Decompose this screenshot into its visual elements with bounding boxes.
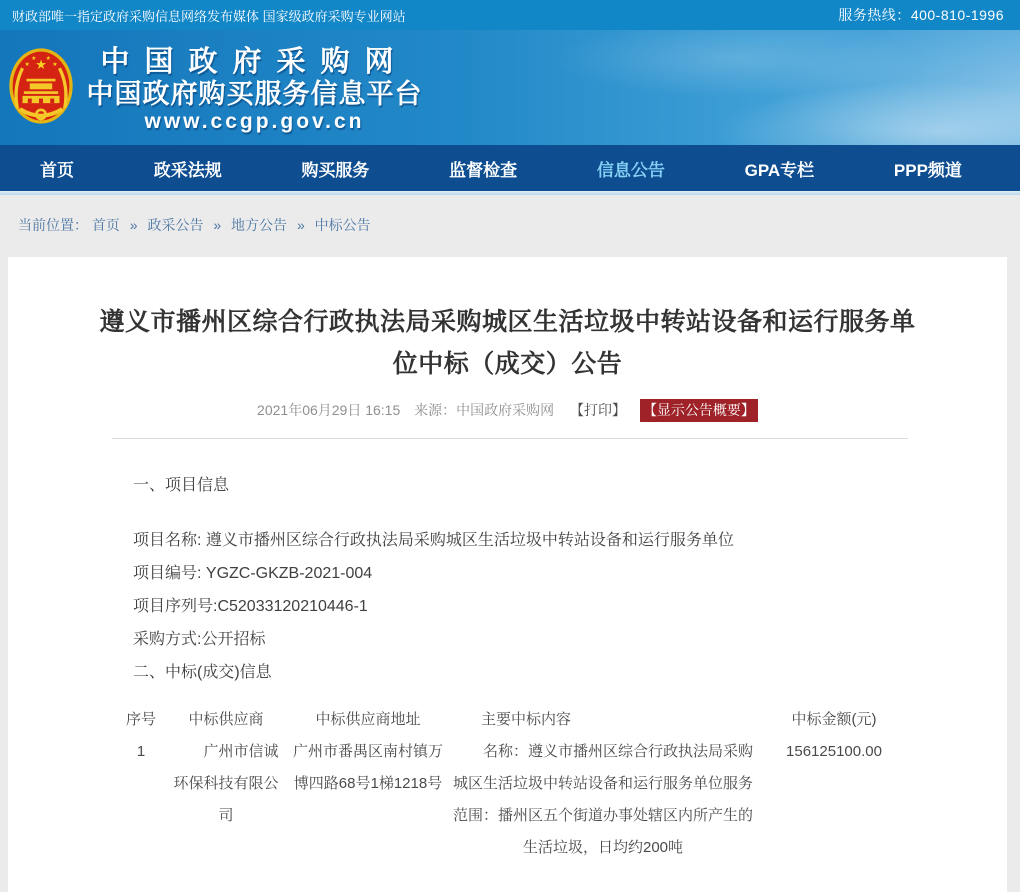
- show-summary-button[interactable]: 【显示公告概要】: [640, 399, 758, 422]
- article-source: [414, 402, 554, 418]
- breadcrumb-separator: »: [129, 217, 138, 233]
- source-name: 中国政府采购网: [456, 402, 555, 418]
- nav-item-supervision[interactable]: 监督检查: [449, 160, 518, 180]
- col-header-address: 中标供应商地址: [315, 711, 421, 728]
- field-project-name: 项目名称: 遵义市播州区综合行政执法局采购城区生活垃圾中转站设备和运行服务单位: [133, 532, 734, 549]
- table-header-row: [105, 704, 909, 736]
- nav-item-home[interactable]: 首页: [40, 160, 74, 180]
- nav-item-gpa[interactable]: GPA专栏: [744, 160, 815, 180]
- topbar: [0, 0, 1020, 30]
- site-url[interactable]: www.ccgp.gov.cn: [144, 110, 365, 133]
- svg-text:★: ★: [24, 62, 30, 69]
- col-header-supplier: 中标供应商: [188, 711, 264, 728]
- field-project-number: 项目编号: YGZC-GKZB-2021-004: [133, 565, 373, 582]
- nav-item-regulations[interactable]: 政采法规: [153, 160, 222, 180]
- site-header: [0, 30, 1020, 145]
- article-body: [133, 475, 1007, 684]
- brand-text: [82, 46, 427, 134]
- table-row: [105, 736, 909, 864]
- article-meta: [8, 399, 1007, 422]
- breadcrumb-label: 当前位置：: [18, 217, 88, 233]
- breadcrumb-separator: »: [296, 217, 305, 233]
- breadcrumb-link-procurement-announcements[interactable]: 政采公告: [147, 217, 204, 233]
- section-heading-award-info: 二、中标(成交)信息: [133, 664, 272, 681]
- print-button[interactable]: 【打印】: [570, 402, 627, 418]
- svg-text:★: ★: [35, 56, 47, 72]
- national-emblem-icon: [8, 46, 74, 126]
- service-hotline: [838, 5, 1004, 25]
- main-nav: [0, 145, 1020, 191]
- cell-award-content: 名称：遵义市播州区综合行政执法局采购城区生活垃圾中转站设备和运行服务单位服务范围：播州区五个街道办事处辖区内所产生的生活垃圾，日均约200吨: [452, 743, 753, 856]
- breadcrumb: [0, 195, 1020, 257]
- cell-serial-number: 1: [136, 743, 146, 760]
- svg-text:★: ★: [52, 62, 58, 69]
- field-project-serial: 项目序列号:C52033120210446-1: [133, 598, 368, 615]
- meta-divider: [112, 438, 908, 439]
- col-header-amount: 中标金额(元): [791, 711, 877, 728]
- nav-item-purchase-services[interactable]: 购买服务: [301, 160, 370, 180]
- site-subtitle: 中国政府购买服务信息平台: [86, 79, 423, 109]
- publish-datetime: 2021年06月29日 16:15: [257, 402, 401, 418]
- award-table: [105, 704, 909, 864]
- section-heading-project-info: 一、项目信息: [133, 477, 230, 494]
- article-content: [8, 257, 1007, 892]
- hotline-number: 400-810-1996: [910, 7, 1004, 23]
- breadcrumb-link-home[interactable]: 首页: [91, 217, 120, 233]
- col-header-serial: 序号: [125, 711, 156, 728]
- breadcrumb-separator: »: [213, 217, 222, 233]
- nav-item-announcements[interactable]: 信息公告: [596, 160, 665, 180]
- breadcrumb-link-award-announcements[interactable]: 中标公告: [314, 217, 371, 233]
- topbar-slogan: 财政部唯一指定政府采购信息网络发布媒体 国家级政府采购专业网站: [12, 8, 406, 24]
- page-title: 遵义市播州区综合行政执法局采购城区生活垃圾中转站设备和运行服务单位中标（成交）公告: [99, 308, 916, 378]
- cell-supplier-name: 广州市信诚环保科技有限公司: [173, 743, 279, 824]
- hotline-label: 服务热线：: [838, 7, 911, 23]
- site-brand[interactable]: [0, 30, 1020, 134]
- nav-item-ppp[interactable]: PPP频道: [893, 160, 962, 180]
- svg-text:★: ★: [31, 56, 37, 63]
- cell-award-amount: 156125100.00: [786, 743, 882, 760]
- field-procurement-method: 采购方式:公开招标: [133, 631, 266, 648]
- site-name: 中国政府采购网: [100, 46, 409, 78]
- breadcrumb-link-local-announcements[interactable]: 地方公告: [231, 217, 288, 233]
- cell-supplier-address: 广州市番禺区南村镇万博四路68号1梯1218号: [293, 743, 444, 792]
- col-header-content: 主要中标内容: [481, 711, 572, 728]
- svg-text:★: ★: [45, 56, 51, 63]
- source-label: 来源：: [414, 402, 457, 418]
